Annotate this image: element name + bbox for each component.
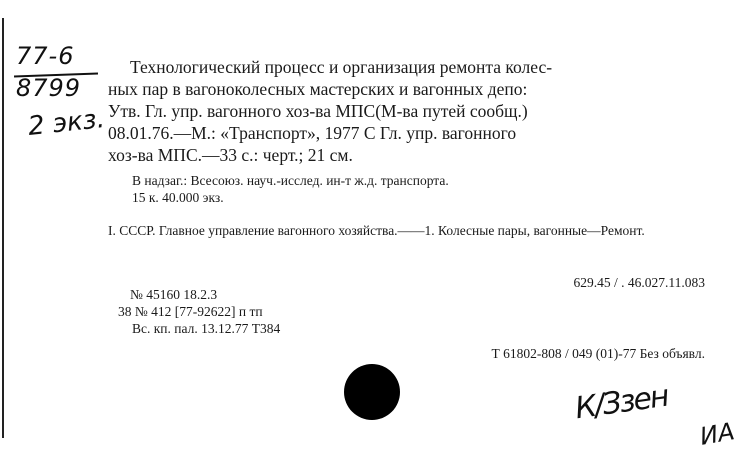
main-entry-line: ных пар в вагоноколесных мастерских и вагонных депо: (108, 79, 528, 99)
handwritten-corner-mark: ИА (697, 417, 737, 451)
card-left-border (2, 18, 4, 438)
handwritten-shelfmark-2: 8799 (16, 74, 82, 102)
handwritten-copies-note: 2 экз. (26, 104, 107, 142)
publisher-number: Т 61802-808 / 049 (01)-77 Без объявл. (491, 346, 705, 361)
classification-number: 629.45 / . 46.027.11.083 (573, 275, 705, 290)
handwritten-signature: К/Ззен (573, 378, 670, 427)
main-entry-line: 08.01.76.—М.: «Транспорт», 1977 С Гл. упр. вагонного (108, 123, 517, 143)
note-header: В надзаг.: Всесоюз. науч.-исслед. ин-т ж.д. транспорта. (132, 173, 449, 188)
punch-hole (344, 364, 400, 420)
note-price-print-run: 15 к. 40.000 экз. (132, 190, 224, 205)
main-entry (108, 56, 708, 166)
subject-headings: I. СССР. Главное управление вагонного хозяйства.——1. Колесные пары, вагонные—Ремонт. (108, 223, 645, 238)
main-entry-line: Утв. Гл. упр. вагонного хоз-ва МПС(М-ва путей сообщ.) (108, 101, 528, 121)
main-entry-line: хоз-ва МПС.—33 с.: черт.; 21 см. (108, 145, 353, 165)
record-number-2: 38 № 412 [77-92622] п тп (118, 304, 263, 319)
main-entry-line: Технологический процесс и организация ремонта колес- (130, 57, 553, 77)
handwritten-shelfmark-1: 77-6 (16, 42, 75, 70)
record-number-1: № 45160 18.2.3 (130, 287, 218, 302)
record-number-3: Вс. кп. пал. 13.12.77 Т384 (132, 321, 281, 336)
